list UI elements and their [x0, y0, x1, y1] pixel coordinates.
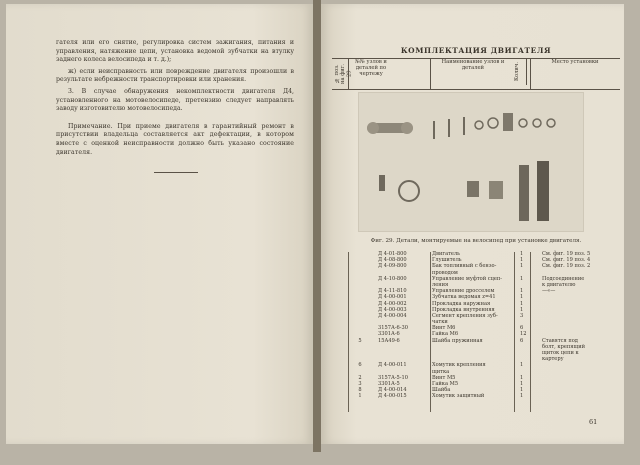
paragraph: 3. В случае обнаружения некомплектности двигателя Д4, установленного на мотовелосипеде, претензию следует направлять заводу изготовителю мотовелосипеда. [56, 87, 294, 113]
name-cell: Гайка М5 [432, 380, 459, 387]
part-number-cell: 3157А-5-10 [378, 374, 408, 381]
part-number-cell: Д 4-00-011 [378, 362, 407, 369]
name-cell: Двигатель [432, 251, 460, 257]
location-cell: См. фиг. 19 поз. 5 [542, 251, 591, 257]
position-cell: 5 [358, 337, 362, 344]
name-cell: проводом [432, 269, 458, 276]
name-cell: Прокладка наружная [432, 300, 491, 307]
quantity-cell: 12 [520, 331, 527, 338]
part-number-cell: Д 4-00-014 [378, 387, 407, 394]
column-header-part-number: №№ узлов и деталей по чертежу [348, 59, 393, 89]
location-cell: картеру [542, 356, 564, 363]
quantity-cell: 1 [520, 263, 524, 270]
position-cell: 2 [358, 374, 362, 381]
name-cell: Бак топливный с бензо- [432, 263, 497, 270]
part-number-cell: Д 4-00-001 [378, 294, 407, 301]
quantity-cell: 1 [520, 393, 524, 400]
section-divider [154, 172, 198, 173]
figure-29-photo [358, 92, 584, 232]
paragraph: гателя или его снятие, регулировка систем зажигания, питания и управления, натяжение цепи, установка ведомой зубчатки на втулку заднего колеса велосипеда и т. д.); [56, 39, 294, 64]
book-spine [313, 0, 321, 452]
column-header-name: Наименование узлов и деталей [430, 59, 515, 89]
name-cell: Хомутик крепления [432, 362, 486, 369]
quantity-cell: 1 [520, 387, 524, 394]
name-cell: Сегмент крепления зуб- [432, 312, 498, 319]
location-cell: —«— [542, 288, 556, 295]
quantity-cell: 3 [520, 312, 524, 319]
quantity-cell: 1 [520, 374, 524, 381]
quantity-cell: 1 [520, 306, 524, 313]
left-page-text [56, 39, 294, 160]
name-cell: Гайка М6 [432, 331, 459, 338]
position-cell: 3 [358, 380, 362, 387]
components-table [332, 252, 620, 401]
location-cell: к двигателю [542, 281, 576, 288]
part-number-cell: Д 4-00-004 [378, 312, 407, 319]
location-cell: болт, крепящий [542, 343, 586, 350]
part-number-cell: Д 4-10-800 [378, 275, 407, 282]
quantity-cell: 6 [520, 325, 524, 332]
name-cell: Шайба пружинная [432, 337, 483, 344]
column-header-quantity: Колич. [514, 59, 527, 85]
location-cell: Подсоединение [542, 275, 585, 282]
location-cell: См. фиг. 19 поз. 2 [542, 263, 591, 270]
name-cell: Прокладка внутренняя [432, 306, 495, 313]
position-cell: 6 [358, 362, 362, 369]
part-number-cell: Д 4-08-800 [378, 257, 407, 264]
part-number-cell: 3301А-5 [378, 380, 400, 387]
position-cell: 1 [358, 393, 362, 400]
table-row [332, 394, 620, 400]
name-cell: Винт М6 [432, 325, 456, 332]
column-header-location: Место установки [530, 59, 619, 89]
note-paragraph: Примечание. При приеме двигателя в гарантийный ремонт в присутствии владельца составляется акт дефектации, в котором вместе с оценкой неисправности должно быть указано состояние двигателя. [56, 122, 294, 156]
part-number-cell: Д 4-00-003 [378, 306, 407, 313]
quantity-cell: 1 [520, 300, 524, 307]
name-cell: Хомутик защитный [432, 393, 485, 400]
name-cell: Шайба [432, 387, 451, 394]
quantity-cell: 1 [520, 294, 524, 301]
figure-caption: Фиг. 29. Детали, монтируемые на велосипед при установке двигателя. [370, 238, 582, 244]
part-number-cell: Д 4-00-002 [378, 300, 407, 307]
name-cell: Винт М5 [432, 374, 456, 381]
part-number-cell: 3157А-6-30 [378, 325, 408, 332]
quantity-cell: 1 [520, 362, 524, 369]
part-number-cell: 15А49-6 [378, 337, 400, 344]
name-cell: ления [432, 281, 449, 288]
name-cell: Зубчатка ведомая z=41 [432, 294, 496, 301]
part-number-cell: Д 4-09-800 [378, 263, 407, 270]
part-number-cell: Д 4-01-800 [378, 251, 407, 257]
page-title: КОМПЛЕКТАЦИЯ ДВИГАТЕЛЯ [400, 46, 552, 55]
quantity-cell: 1 [520, 251, 524, 257]
part-number-cell: 3301А-6 [378, 331, 400, 338]
name-cell: чатки [432, 319, 448, 326]
name-cell: Управление дросселем [432, 288, 495, 295]
name-cell: Глушитель [432, 257, 462, 264]
location-cell: Ставятся под [542, 337, 578, 344]
part-number-cell: Д 4-00-015 [378, 393, 407, 400]
quantity-cell: 1 [520, 257, 524, 264]
quantity-cell: 1 [520, 275, 524, 282]
name-cell: Управление муфтой сцеп- [432, 275, 503, 282]
column-header-position: № поз. на фиг. 29 [334, 63, 353, 85]
name-cell: щитка [432, 368, 450, 375]
quantity-cell: 6 [520, 337, 524, 344]
part-number-cell: Д 4-11-810 [378, 288, 407, 295]
page-number: 61 [589, 418, 598, 426]
paragraph: ж) если неисправность или повреждение двигателя произошли в результате небрежности транспортировки или хранения. [56, 67, 294, 84]
location-cell: щиток цепи к [542, 350, 579, 356]
quantity-cell: 1 [520, 380, 524, 387]
quantity-cell: 1 [520, 288, 524, 295]
table-header [332, 58, 620, 90]
location-cell: См. фиг. 19 поз. 4 [542, 257, 591, 264]
position-cell: 8 [358, 387, 362, 394]
